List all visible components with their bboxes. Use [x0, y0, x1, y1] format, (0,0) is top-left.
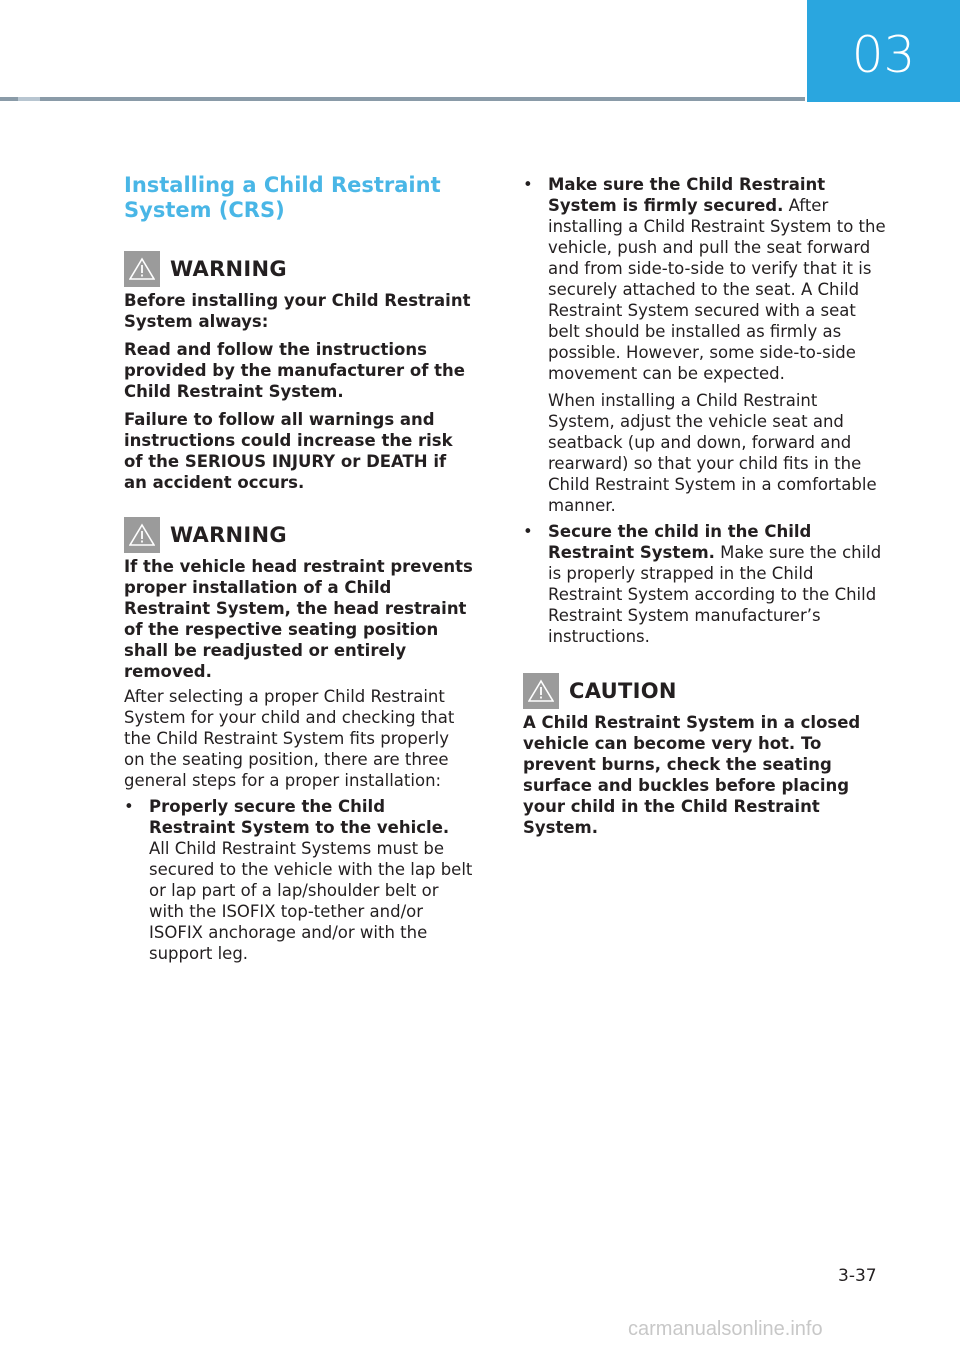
caution-icon	[523, 673, 559, 709]
warning-label: WARNING	[170, 523, 287, 547]
bullet-icon: •	[523, 175, 533, 194]
warning-paragraph: Read and follow the instructions provided by the manufacturer of the Child Restraint System.	[124, 340, 465, 401]
watermark: carmanualsonline.info	[628, 1318, 823, 1340]
warning-label: WARNING	[170, 257, 287, 281]
warning-paragraph: If the vehicle head restraint prevents proper installation of a Child Restraint System, the head restraint of the respective seating position shall be readjusted or entirely removed.	[124, 557, 473, 681]
warning-icon	[124, 251, 160, 287]
warning-text-1	[124, 290, 474, 500]
bullet-icon: •	[523, 522, 533, 541]
caution-paragraph: A Child Restraint System in a closed vehicle can become very hot. To prevent burns, check the seating surface and buckles before placing your child in the Child Restraint System.	[523, 713, 861, 837]
intro-paragraph: After selecting a proper Child Restraint System for your child and checking that the Child Restraint System fits properly on the seating position, there are three general steps for a proper installation:	[124, 687, 455, 790]
warning-header-1	[124, 251, 287, 287]
header-rule	[0, 97, 805, 101]
chapter-number: 03	[851, 26, 916, 84]
list-item-bold: Make sure the Child Restraint System is firmly secured.	[548, 175, 826, 215]
caution-label: CAUTION	[569, 679, 677, 703]
caution-text	[523, 712, 889, 845]
list-item-bold: Secure the child in the Child Restraint System.	[548, 522, 812, 562]
list-item	[523, 521, 887, 647]
list-item-text: Make sure the child is properly strapped in the Child Restraint System according to the Child Restraint System manufacturer’s instructions.	[548, 543, 882, 646]
chapter-tab	[807, 0, 960, 102]
section-title: Installing a Child Restraint System (CRS)	[124, 173, 441, 222]
list-item	[124, 796, 474, 964]
page-number: 3-37	[838, 1266, 877, 1286]
warning-header-2	[124, 517, 287, 553]
list-item-text: All Child Restraint Systems must be secured to the vehicle with the lap belt or lap part of a lap/shoulder belt or with the ISOFIX top-tether and/or ISOFIX anchorage and/or with the support leg.	[149, 839, 473, 963]
header-rule-accent	[18, 97, 40, 101]
list-item-text: After installing a Child Restraint System to the vehicle, push and pull the seat forward and from side-to-side to verify that it is securely attached to the seat. A Child Restraint System secured with a seat belt should be installed as firmly as possible. However, some side-to-side movement can be expected.	[548, 196, 886, 383]
bullet-icon: •	[124, 797, 134, 816]
list-item	[523, 174, 887, 516]
caution-header	[523, 673, 677, 709]
warning-icon	[124, 517, 160, 553]
list-item-extra: When installing a Child Restraint System, adjust the vehicle seat and seatback (up and down, forward and rearward) so that your child fits in the Child Restraint System in a comfortable manner.	[548, 391, 877, 515]
list-item-bold: Properly secure the Child Restraint System to the vehicle.	[149, 797, 450, 837]
warning-paragraph: Failure to follow all warnings and instructions could increase the risk of the SERIOUS INJURY or DEATH if an accident occurs.	[124, 410, 453, 492]
warning-paragraph: Before installing your Child Restraint System always:	[124, 291, 471, 331]
warning-text-2	[124, 556, 474, 689]
